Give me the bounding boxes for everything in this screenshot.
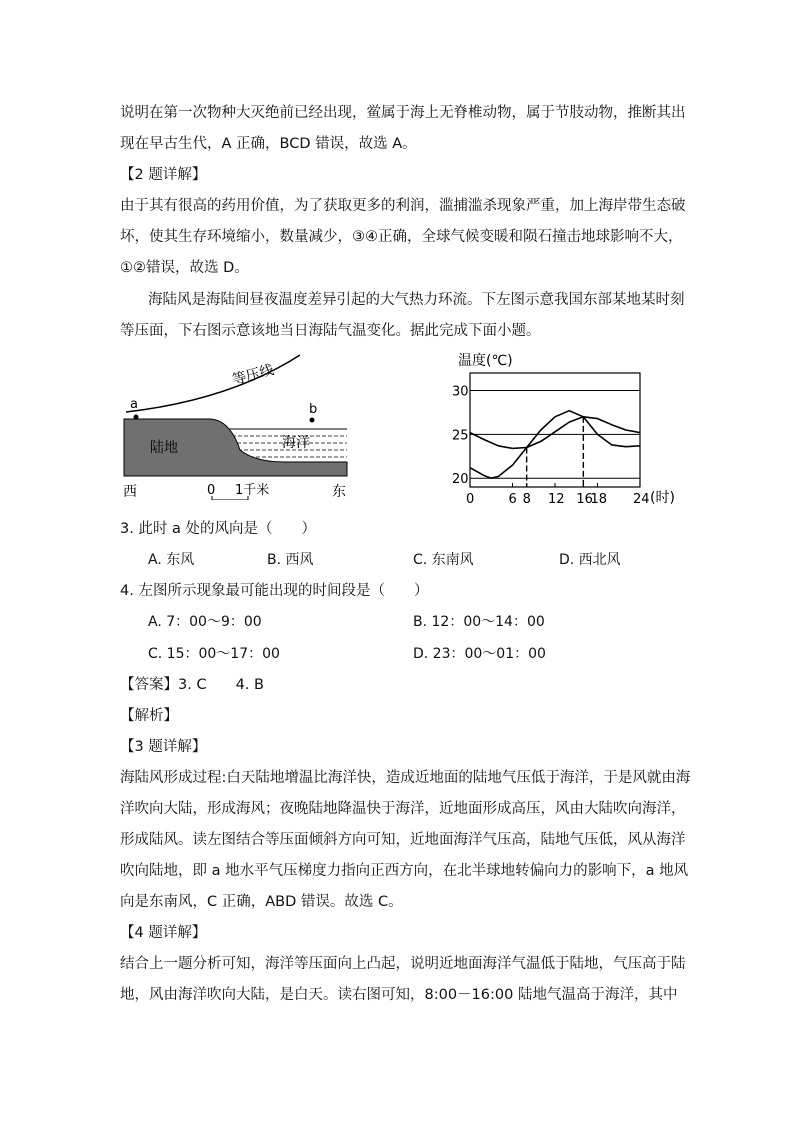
paragraph-line: 结合上一题分析可知，海洋等压面向上凸起，说明近地面海洋气温低于陆地，气压高于陆 bbox=[120, 956, 686, 972]
west-label: 西 bbox=[123, 484, 137, 500]
land-label: 陆地 bbox=[150, 440, 178, 456]
x-tick-label: 16 bbox=[576, 492, 593, 507]
q4-option-b[interactable]: B. 12：00～14：00 bbox=[413, 614, 545, 630]
paragraph-line: 海陆风形成过程:白天陆地增温比海洋快，造成近地面的陆地气压低于海洋，于是风就由海 bbox=[120, 770, 691, 786]
section-heading-4: 【4 题详解】 bbox=[120, 925, 207, 941]
intro-line: 等压面，下右图示意该地当日海陆气温变化。据此完成下面小题。 bbox=[120, 323, 541, 339]
q4-option-c[interactable]: C. 15：00～17：00 bbox=[148, 646, 280, 662]
x-tick-label: 6 bbox=[508, 492, 517, 507]
question-3-stem: 3. 此时 a 处的风向是（ ） bbox=[120, 521, 317, 537]
paragraph-line: 说明在第一次物种大灭绝前已经出现，鲎属于海上无脊椎动物，属于节肢动物，推断其出 bbox=[120, 105, 686, 121]
paragraph-line: 由于其有很高的药用价值，为了获取更多的利润，滥捕滥杀现象严重，加上海岸带生态破 bbox=[120, 198, 686, 214]
x-axis-unit: (时) bbox=[650, 490, 675, 506]
intro-line: 海陆风是海陆间昼夜温度差异引起的大气热力环流。下左图示意我国东部某地某时刻 bbox=[148, 292, 685, 308]
analysis-heading: 【解析】 bbox=[120, 708, 178, 724]
isobar-cross-section-figure bbox=[110, 350, 360, 500]
paragraph-line: 吹向陆地，即 a 地水平气压梯度力指向正西方向，在北半球地转偏向力的影响下，a 地风 bbox=[120, 863, 689, 879]
east-label: 东 bbox=[332, 484, 346, 500]
q4-option-a[interactable]: A. 7：00～9：00 bbox=[148, 614, 262, 630]
temperature-chart bbox=[440, 345, 690, 510]
paragraph-line: 向是东南风，C 正确，ABD 错误。故选 C。 bbox=[120, 894, 403, 910]
paragraph-line: 形成陆风。读左图结合等压面倾斜方向可知，近地面海洋气压高，陆地气压低，风从海洋 bbox=[120, 832, 686, 848]
series-line-sea bbox=[470, 417, 640, 449]
scale-label: 1千米 bbox=[235, 483, 270, 498]
x-tick-label: 12 bbox=[548, 492, 565, 507]
paragraph-line: 地，风由海洋吹向大陆，是白天。读右图可知，8:00－16:00 陆地气温高于海洋，其中 bbox=[120, 987, 678, 1003]
x-tick-label: 24 bbox=[633, 492, 650, 507]
y-tick-label: 30 bbox=[452, 384, 469, 400]
q3-option-d[interactable]: D. 西北风 bbox=[559, 552, 621, 568]
x-tick-label: 0 bbox=[466, 492, 475, 507]
point-a-label: a bbox=[130, 397, 138, 412]
paragraph-line: 洋吹向大陆，形成海风；夜晚陆地降温快于海洋，近地面形成高压，风由大陆吹向海洋， bbox=[120, 801, 686, 817]
y-axis-label: 温度(℃) bbox=[458, 353, 513, 369]
q4-option-d[interactable]: D. 23：00～01：00 bbox=[413, 646, 546, 662]
section-heading-3: 【3 题详解】 bbox=[120, 739, 207, 755]
point-b-marker bbox=[310, 418, 315, 423]
paragraph-line: 坏，使其生存环境缩小，数量减少，③④正确，全球气候变暖和陨石撞击地球影响不大， bbox=[120, 229, 683, 245]
section-heading-2: 【2 题详解】 bbox=[120, 167, 207, 183]
x-tick-label: 18 bbox=[590, 492, 608, 507]
q3-option-b[interactable]: B. 西风 bbox=[267, 552, 314, 568]
x-tick-label: 8 bbox=[522, 492, 531, 507]
y-tick-label: 25 bbox=[452, 428, 469, 444]
q3-option-a[interactable]: A. 东风 bbox=[148, 552, 195, 568]
paragraph-line: ①②错误，故选 D。 bbox=[120, 260, 249, 276]
scale-zero: 0 bbox=[207, 483, 216, 498]
point-b-label: b bbox=[309, 402, 318, 417]
answer-line: 【答案】3. C 4. B bbox=[120, 677, 264, 693]
sea-label: 海洋 bbox=[282, 435, 310, 451]
y-tick-label: 20 bbox=[452, 472, 469, 488]
isobar-curve bbox=[126, 355, 300, 412]
q3-option-c[interactable]: C. 东南风 bbox=[413, 552, 474, 568]
question-4-stem: 4. 左图所示现象最可能出现的时间段是（ ） bbox=[120, 583, 429, 599]
isobar-label: 等压线 bbox=[230, 362, 276, 389]
paragraph-line: 现在早古生代，A 正确，BCD 错误，故选 A。 bbox=[120, 136, 417, 152]
